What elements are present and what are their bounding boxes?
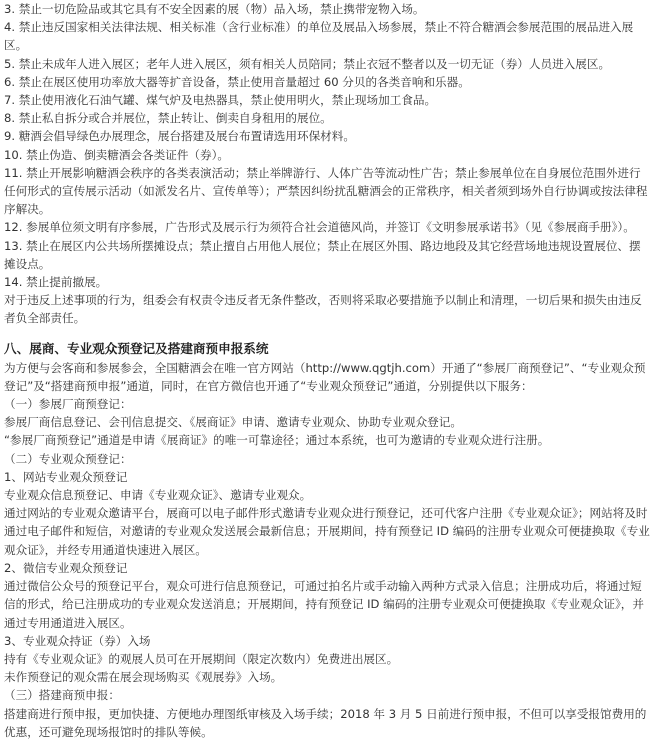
section-body [4, 359, 650, 741]
rule-item: 10. 禁止伪造、倒卖糖酒会各类证件（券）。 [4, 147, 230, 162]
rule-item: 7. 禁止使用液化石油气罐、煤气炉及电热器具，禁止使用明火，禁止现场加工食品。 [4, 93, 437, 108]
rule-item: 13. 禁止在展区内公共场所摆摊设点；禁止擅自占用他人展位；禁止在展区外围、路边地段及其它经营场地违规设置展位、摆摊设点。 [4, 238, 641, 271]
section-gap [4, 328, 650, 340]
section-heading: 八、展商、专业观众预登记及搭建商预申报系统 [4, 340, 269, 356]
rule-item: 4. 禁止违反国家相关法律法规、相关标准（含行业标准）的单位及展品入场参展，禁止不符合糖酒会参展范围的展品进入展区。 [4, 20, 634, 53]
section-paragraph: 搭建商进行预申报，更加快捷、方便地办理图纸审核及入场手续；2018 年 3 月 5 日前进行预申报，不但可以享受报馆费用的优惠，还可避免现场报馆时的排队等候。 [4, 706, 647, 739]
subsection-title: （一）参展厂商预登记： [4, 397, 132, 412]
rule-item: 5. 禁止未成年人进入展区；老年人进入展区，须有相关人员陪同；禁止衣冠不整者以及一切无证（券）人员进入展区。 [4, 56, 611, 71]
subsection-title: 2、微信专业观众预登记 [4, 560, 128, 575]
section-paragraph: 持有《专业观众证》的观展人员可在开展期间（限定次数内）免费进出展区。 [4, 651, 399, 666]
section-paragraph: 为方便与会客商和参展参会，全国糖酒会在唯一官方网站（http://www.qgtjh.com）开通了“参展厂商预登记”、“专业观众预登记”及“搭建商预申报”通道，同时，在官方微信也开通了“专业观众预登记”通道，分别提供以下服务： [4, 360, 646, 393]
rule-item: 3. 禁止一切危险品或其它具有不安全因素的展（物）品入场，禁止携带宠物入场。 [4, 2, 425, 16]
rule-item: 14. 禁止提前撤展。 [4, 275, 108, 290]
rule-item: 8. 禁止私自拆分或合并展位，禁止转让、倒卖自身租用的展位。 [4, 111, 332, 126]
subsection-title: 3、专业观众持证（券）入场 [4, 633, 151, 648]
rule-item: 12. 参展单位须文明有序参展，广告形式及展示行为须符合社会道德风尚，并签订《文明参展承诺书》（见《参展商手册》）。 [4, 220, 635, 235]
rules-list [4, 0, 650, 328]
subsection-title: （二）专业观众预登记： [4, 451, 132, 466]
rule-item: 9. 糖酒会倡导绿色办展理念，展台搭建及展台布置请选用环保材料。 [4, 129, 355, 144]
rule-item: 11. 禁止开展影响糖酒会秩序的各类表演活动；禁止举牌游行、人体广告等流动性广告；禁止参展单位在自身展位范围外进行任何形式的宣传展示活动（如派发名片、宣传单等）；严禁因纠纷扰乱糖酒会的正常秩序，相关者须到场外自行协调或按法律程序解决。 [4, 165, 648, 217]
section-paragraph: “参展厂商预登记”通道是申请《展商证》的唯一可靠途径；通过本系统，也可为邀请的专业观众进行注册。 [4, 433, 550, 448]
section-paragraph: 通过网站的专业观众邀请平台，展商可以电子邮件形式邀请专业观众进行预登记，还可代客户注册《专业观众证》；网站将及时通过电子邮件和短信，对邀请的专业观众发送展会最新信息；开展期间，持有预登记 ID 编码的注册专业观众可便捷换取《专业观众证》，并经专用通道快速进入展区。 [4, 506, 650, 557]
section-paragraph: 通过微信公众号的预登记平台，观众可进行信息预登记，可通过拍名片或手动输入两种方式录入信息；注册成功后，将通过短信的形式，给已注册成功的专业观众发送消息；开展期间，持有预登记 ID 编码的注册专业观众可便捷换取《专业观众证》，并通过专用通道进入展区。 [4, 579, 644, 630]
subsection-title: （三）搭建商预申报： [4, 688, 120, 703]
section-paragraph: 参展厂商信息登记、会刊信息提交、《展商证》申请、邀请专业观众、协助专业观众登记。 [4, 415, 462, 430]
rule-item: 6. 禁止在展区使用功率放大器等扩音设备，禁止使用音量超过 60 分贝的各类音响和乐器。 [4, 74, 470, 89]
subsection-title: 1、网站专业观众预登记 [4, 469, 128, 484]
section-paragraph: 未作预登记的观众需在展会现场购买《观展券》入场。 [4, 670, 283, 685]
section-paragraph: 专业观众信息预登记、申请《专业观众证》、邀请专业观众。 [4, 488, 312, 503]
rules-summary: 对于违反上述事项的行为，组委会有权责令违反者无条件整改，否则将采取必要措施予以制止和清理，一切后果和损失由违反者负全部责任。 [4, 293, 642, 326]
